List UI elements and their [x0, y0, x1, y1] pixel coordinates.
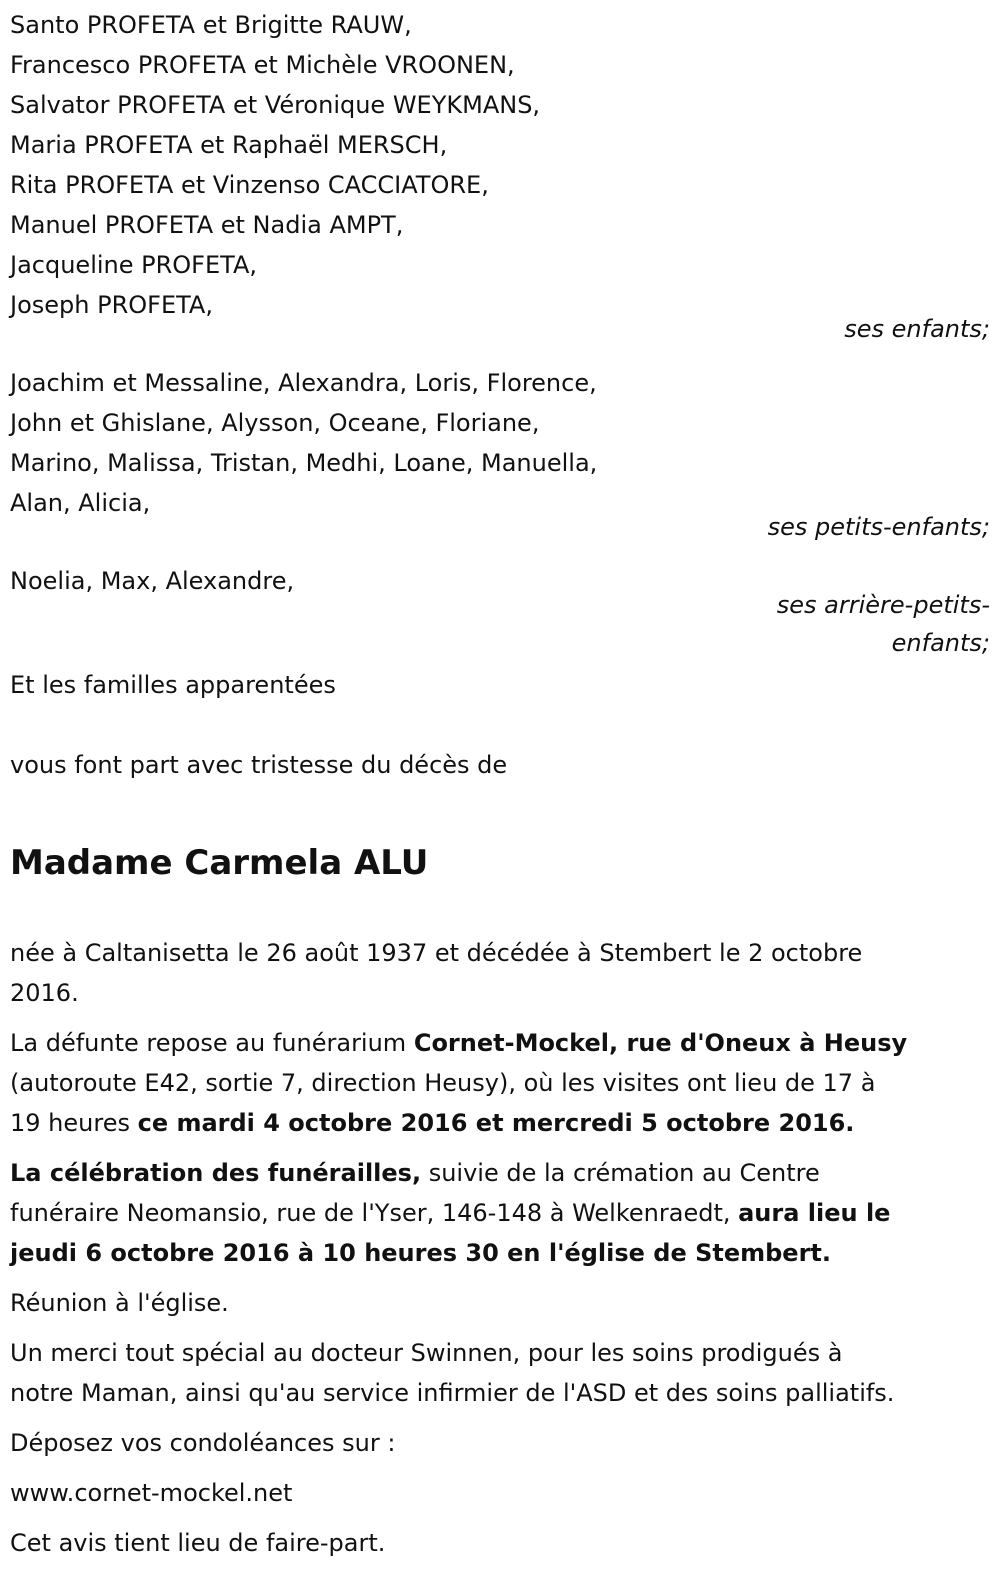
repose-line: (autoroute E42, sortie 7, direction Heusy), où les visites ont lieu de 17 à	[10, 1069, 876, 1097]
child-line: Rita PROFETA et Vinzenso CACCIATORE,	[10, 171, 489, 199]
funerarium-name: Cornet-Mockel, rue d'Oneux à Heusy	[413, 1029, 908, 1057]
child-line: Santo PROFETA et Brigitte RAUW,	[10, 11, 412, 39]
child-line: Jacqueline PROFETA,	[10, 251, 257, 279]
funeral-line	[10, 1233, 990, 1273]
repose-line	[10, 1103, 990, 1143]
funeral-emphasis: aura lieu le	[738, 1199, 891, 1227]
grandchild-line: Alan, Alicia,	[10, 489, 151, 517]
grandchild-line: John et Ghislane, Alysson, Oceane, Floriane,	[10, 409, 540, 437]
children-list	[10, 5, 990, 325]
funeral-text: suivie de la crémation au Centre	[421, 1159, 820, 1187]
repose-paragraph	[10, 1023, 990, 1143]
grandchildren-role: ses petits-enfants;	[767, 513, 990, 541]
great-grandchildren-role-cont: enfants;	[891, 629, 990, 657]
birth-death-line: née à Caltanisetta le 26 août 1937 et décédée à Stembert le 2 octobre	[10, 939, 863, 967]
deceased-name: Madame Carmela ALU	[10, 843, 429, 883]
funeral-text: funéraire Neomansio, rue de l'Yser, 146-148 à Welkenraedt,	[10, 1199, 739, 1227]
funeral-heading: La célébration des funérailles,	[10, 1159, 422, 1187]
visit-dates: ce mardi 4 octobre 2016 et mercredi 5 octobre 2016.	[137, 1109, 855, 1137]
funeral-paragraph	[10, 1153, 990, 1273]
thanks-line: Un merci tout spécial au docteur Swinnen, pour les soins prodigués à	[10, 1339, 843, 1367]
child-line: Joseph PROFETA,	[10, 291, 213, 319]
thanks-line: notre Maman, ainsi qu'au service infirmier de l'ASD et des soins palliatifs.	[10, 1379, 895, 1407]
website-link[interactable]: www.cornet-mockel.net	[10, 1479, 293, 1507]
child-line: Maria PROFETA et Raphaël MERSCH,	[10, 131, 448, 159]
child-line: Salvator PROFETA et Véronique WEYKMANS,	[10, 91, 541, 119]
children-role: ses enfants;	[844, 315, 990, 343]
families-line: Et les familles apparentées	[10, 671, 336, 699]
funeral-line	[10, 1193, 990, 1233]
reunion-line: Réunion à l'église.	[10, 1289, 229, 1317]
repose-text: 19 heures	[10, 1109, 138, 1137]
funeral-line	[10, 1153, 990, 1193]
grandchild-line: Marino, Malissa, Tristan, Medhi, Loane, Manuella,	[10, 449, 598, 477]
child-line: Francesco PROFETA et Michèle VROONEN,	[10, 51, 515, 79]
great-grandchildren-role: ses arrière-petits-	[776, 591, 990, 619]
grandchildren-list	[10, 363, 990, 523]
child-line: Manuel PROFETA et Nadia AMPT,	[10, 211, 404, 239]
announcement-line: vous font part avec tristesse du décès de	[10, 751, 508, 779]
condolences-line: Déposez vos condoléances sur :	[10, 1429, 396, 1457]
birth-death-line: 2016.	[10, 979, 79, 1007]
birth-death-paragraph	[10, 933, 990, 1013]
closing-line: Cet avis tient lieu de faire-part.	[10, 1529, 386, 1557]
grandchild-line: Joachim et Messaline, Alexandra, Loris, Florence,	[10, 369, 597, 397]
repose-line	[10, 1023, 990, 1063]
obituary-notice	[10, 5, 990, 1573]
repose-text: La défunte repose au funérarium	[10, 1029, 414, 1057]
funeral-date-place: jeudi 6 octobre 2016 à 10 heures 30 en l'église de Stembert.	[10, 1239, 832, 1267]
thanks-paragraph	[10, 1333, 990, 1413]
great-grandchildren-line: Noelia, Max, Alexandre,	[10, 567, 295, 595]
